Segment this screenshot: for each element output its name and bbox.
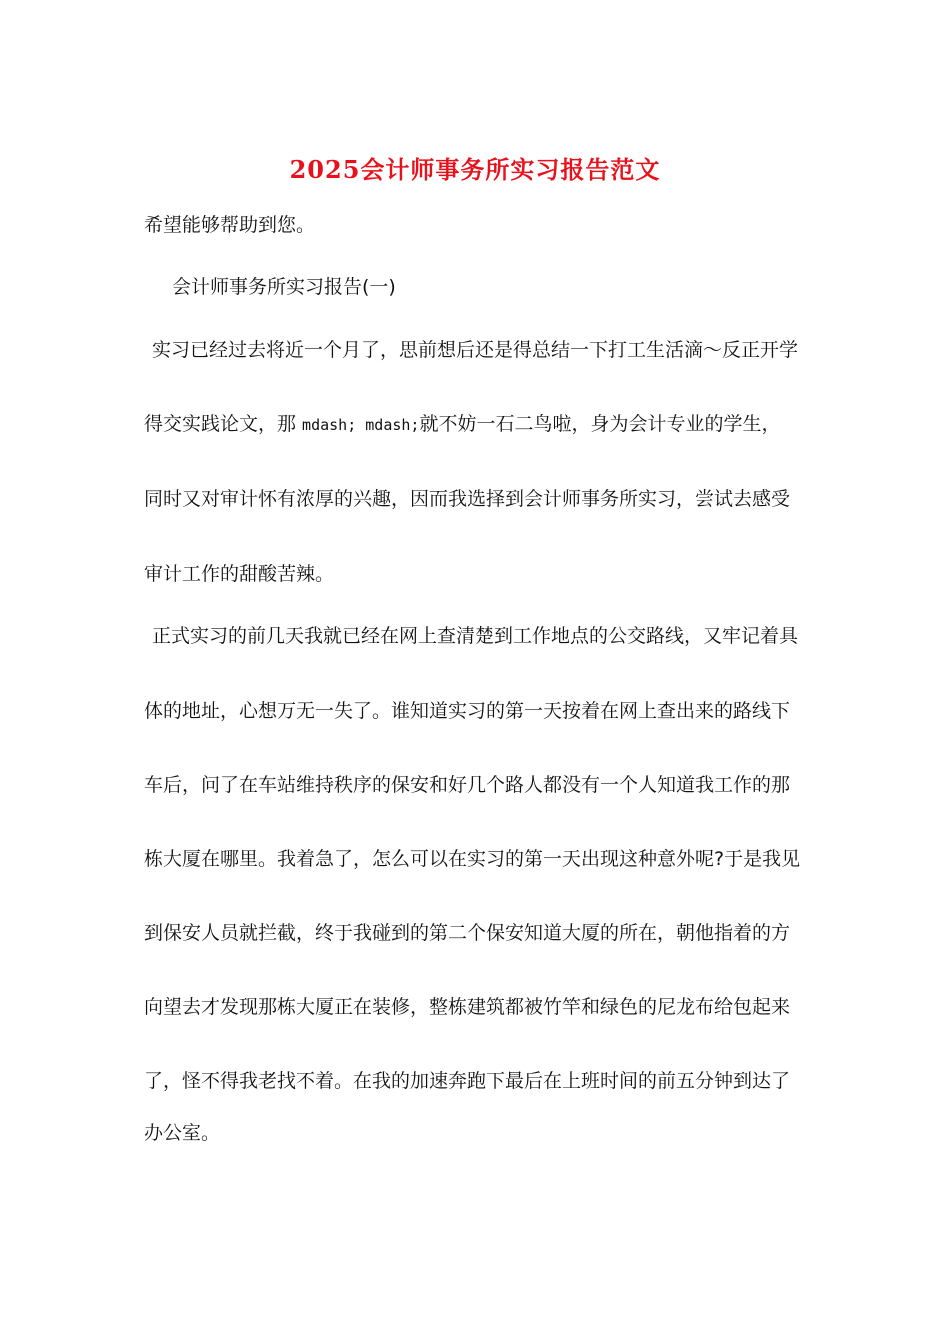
- paragraph-1-line-2: [144, 412, 780, 437]
- paragraph-2-line-4: 栋大厦在哪里。我着急了，怎么可以在实习的第一天出现这种意外呢?于是我见: [144, 848, 801, 870]
- paragraph-1-line-2-text-b: 就不妨一石二鸟啦，身为会计专业的学生，: [419, 413, 781, 435]
- intro-text: 希望能够帮助到您。: [144, 214, 316, 236]
- paragraph-2-line-5: 到保安人员就拦截，终于我碰到的第二个保安知道大厦的所在，朝他指着的方: [144, 922, 791, 944]
- paragraph-2-line-7: 了，怪不得我老找不着。在我的加速奔跑下最后在上班时间的前五分钟到达了: [144, 1070, 791, 1092]
- paragraph-2-line-1: 正式实习的前几天我就已经在网上查清楚到工作地点的公交路线，又牢记着具: [152, 625, 799, 647]
- paragraph-1-entity-code: mdash; mdash;: [302, 416, 420, 434]
- paragraph-1-line-2-text-a: 得交实践论文，那: [144, 413, 303, 435]
- paragraph-1-line-4: 审计工作的甜酸苦辣。: [144, 563, 335, 585]
- paragraph-2-line-8: 办公室。: [144, 1122, 221, 1144]
- paragraph-2-line-3: 车后，问了在车站维持秩序的保安和好几个路人都没有一个人知道我工作的那: [144, 774, 791, 796]
- paragraph-2-line-6: 向望去才发现那栋大厦正在装修，整栋建筑都被竹竿和绿色的尼龙布给包起来: [144, 996, 791, 1018]
- section-heading: 会计师事务所实习报告(一): [172, 276, 396, 298]
- document-title: 2025会计师事务所实习报告范文: [289, 155, 661, 184]
- paragraph-1-line-1: 实习已经过去将近一个月了，思前想后还是得总结一下打工生活滴～反正开学: [152, 339, 799, 361]
- paragraph-1-line-3: 同时又对审计怀有浓厚的兴趣，因而我选择到会计师事务所实习，尝试去感受: [144, 488, 791, 510]
- paragraph-2-line-2: 体的地址，心想万无一失了。谁知道实习的第一天按着在网上查出来的路线下: [144, 700, 791, 722]
